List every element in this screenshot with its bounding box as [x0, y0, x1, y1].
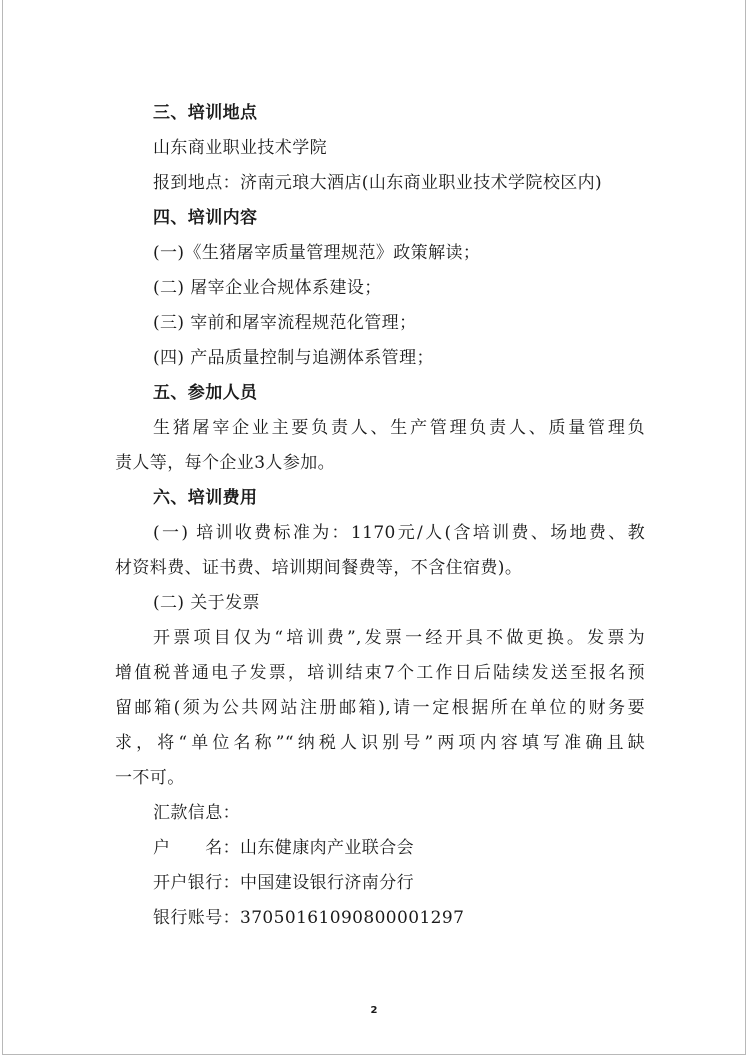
section-heading-content: 四、培训内容	[153, 208, 258, 228]
section-heading-location: 三、培训地点	[153, 103, 258, 123]
invoice-line-4: 求，将“单位名称”“纳税人识别号”两项内容填写准确且缺	[115, 733, 645, 753]
account-name-value: 山东健康肉产业联合会	[240, 838, 414, 858]
bank-value: 中国建设银行济南分行	[240, 873, 414, 893]
account-name-row	[115, 831, 645, 866]
bank-label: 开户银行：	[153, 873, 240, 893]
content-item-3: (三) 宰前和屠宰流程规范化管理；	[153, 313, 417, 333]
participants-line-2: 责人等，每个企业3人参加。	[115, 453, 336, 473]
account-name-label: 户 名：	[153, 838, 240, 858]
document-body	[115, 96, 645, 936]
account-number-row	[115, 901, 645, 936]
content-item-4: (四) 产品质量控制与追溯体系管理；	[153, 348, 434, 368]
report-location: 报到地点：济南元琅大酒店(山东商业职业技术学院校区内)	[153, 173, 603, 193]
invoice-line-3: 留邮箱(须为公共网站注册邮箱),请一定根据所在单位的财务要	[115, 698, 645, 718]
section-heading-fees: 六、培训费用	[153, 488, 258, 508]
remittance-heading: 汇款信息：	[153, 803, 240, 823]
invoice-line-5: 一不可。	[115, 768, 185, 788]
fee-line-2: 材资料费、证书费、培训期间餐费等，不含住宿费)。	[115, 558, 523, 578]
page-number: 2	[370, 1005, 378, 1016]
bank-row	[115, 866, 645, 901]
invoice-heading: (二) 关于发票	[153, 593, 260, 613]
account-number-label: 银行账号：	[153, 908, 240, 928]
fee-line-1: (一) 培训收费标准为：1170元/人(含培训费、场地费、教	[153, 523, 645, 543]
account-number-value: 37050161090800001297	[240, 908, 465, 928]
invoice-line-1: 开票项目仅为“培训费”,发票一经开具不做更换。发票为	[153, 628, 645, 648]
training-venue: 山东商业职业技术学院	[153, 138, 327, 158]
invoice-line-2: 增值税普通电子发票，培训结束7个工作日后陆续发送至报名预	[115, 663, 645, 683]
section-heading-participants: 五、参加人员	[153, 383, 258, 403]
participants-line-1: 生猪屠宰企业主要负责人、生产管理负责人、质量管理负	[153, 418, 645, 438]
content-item-2: (二) 屠宰企业合规体系建设；	[153, 278, 382, 298]
content-item-1: (一)《生猪屠宰质量管理规范》政策解读；	[153, 243, 481, 263]
document-page	[2, 0, 746, 1055]
